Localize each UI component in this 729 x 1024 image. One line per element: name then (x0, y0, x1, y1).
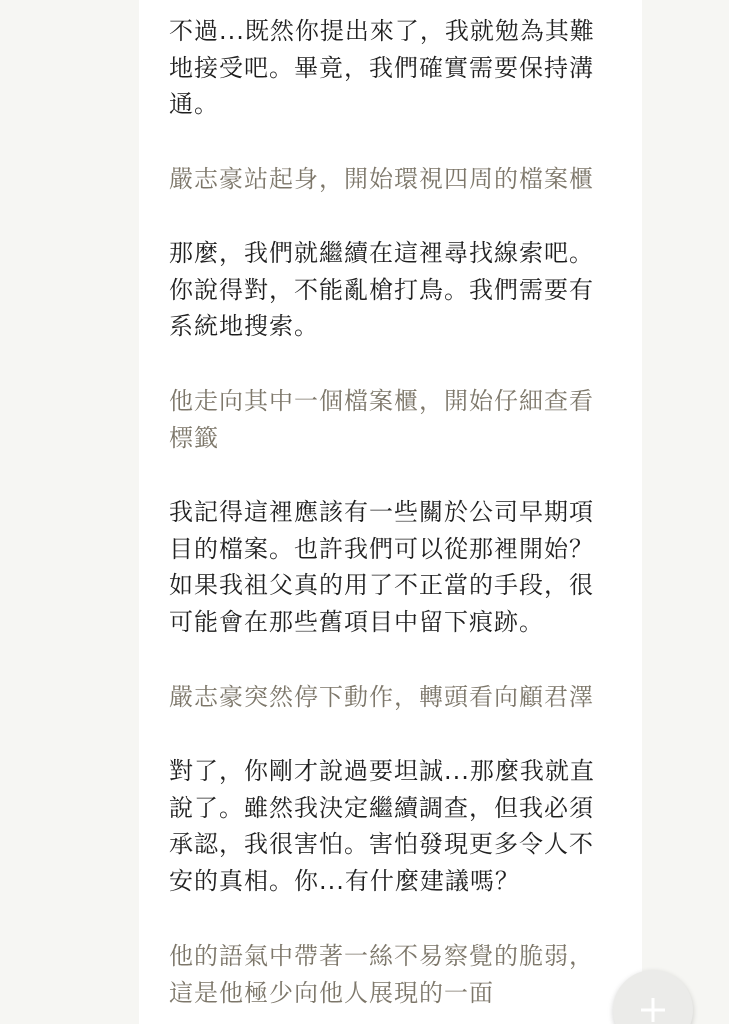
narration-message: 他走向其中一個檔案櫃，開始仔細查看 標籤 (169, 387, 594, 452)
dialogue-message: 不過...既然你提出來了，我就勉為其難 地接受吧。畢竟，我們確實需要保持溝 通。 (169, 17, 595, 118)
dialogue-message: 對了，你剛才說過要坦誠...那麼我就直 說了。雖然我決定繼續調查，但我必須 承認，我很害怕。害怕發現更多令人不 安的真相。你...有什麼建議嗎？ (169, 757, 595, 895)
plus-icon (639, 996, 667, 1024)
dialogue-message: 我記得這裡應該有一些關於公司早期項 目的檔案。也許我們可以從那裡開始？ 如果我祖父真的用了不正當的手段，很 可能會在那些舊項目中留下痕跡。 (169, 498, 594, 636)
narration-message: 嚴志豪站起身，開始環視四周的檔案櫃 (169, 165, 594, 193)
narration-message: 嚴志豪突然停下動作，轉頭看向顧君澤 (169, 683, 594, 711)
dialogue-message: 那麼，我們就繼續在這裡尋找線索吧。 你說得對，不能亂槍打鳥。我們需要有 系統地搜索。 (169, 239, 594, 340)
narration-message: 他的語氣中帶著一絲不易察覺的脆弱， 這是他極少向他人展現的一面 (169, 942, 594, 1007)
